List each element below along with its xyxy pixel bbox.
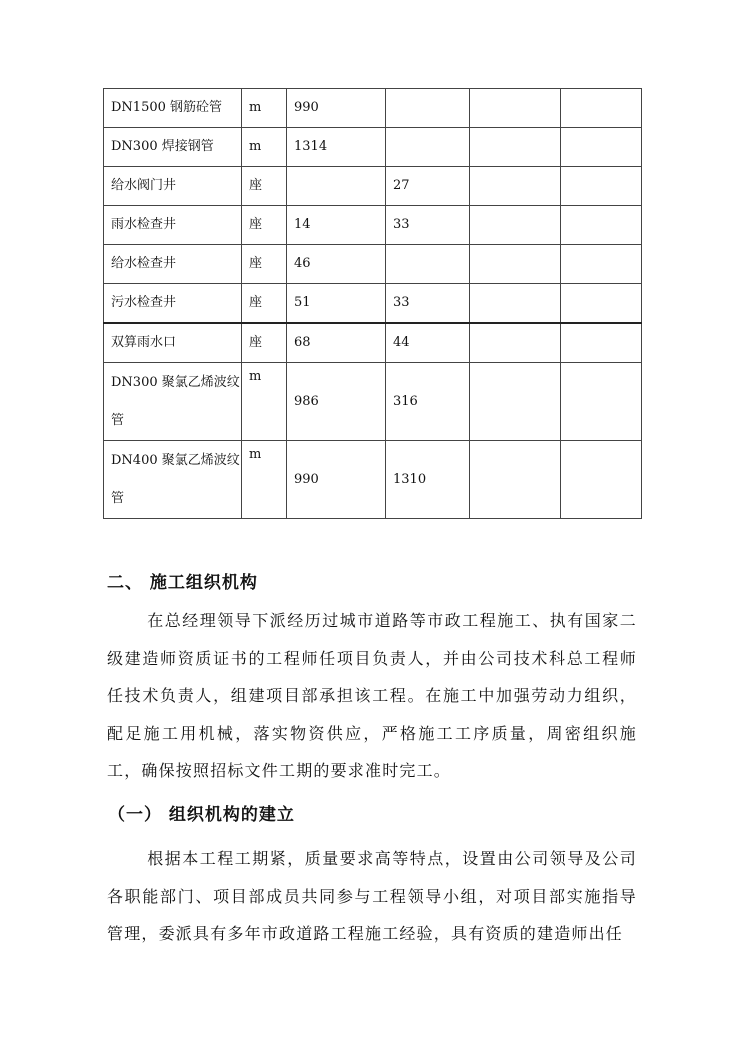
quantity-table <box>103 88 642 519</box>
value-cell <box>287 167 386 206</box>
unit-cell: 座 <box>242 323 287 363</box>
value-cell: 986 <box>287 363 386 441</box>
section-paragraph-text: 在总经理领导下派经历过城市道路等市政工程施工、执有国家二级建造师资质证书的工程师任项目负责人，并由公司技术科总工程师任技术负责人，组建项目部承担该工程。在施工中加强劳动力组织，配足施工用机械，落实物资供应，严格施工工序质量，周密组织施工，确保按照招标文件工期的要求准时完工。 <box>107 611 637 780</box>
value-cell <box>561 245 642 284</box>
value-cell <box>386 128 470 167</box>
table-row <box>104 206 642 245</box>
table-row <box>104 89 642 128</box>
unit-cell: m <box>242 89 287 128</box>
value-cell <box>561 128 642 167</box>
item-name-cell: DN300 焊接钢管 <box>104 128 242 167</box>
value-cell <box>386 89 470 128</box>
value-cell <box>561 206 642 245</box>
table-row <box>104 245 642 284</box>
value-cell: 44 <box>386 323 470 363</box>
value-cell: 46 <box>287 245 386 284</box>
item-name-cell: DN300 聚氯乙烯波纹管 <box>104 363 242 441</box>
unit-cell: 座 <box>242 284 287 324</box>
item-name-cell: 给水阀门井 <box>104 167 242 206</box>
value-cell: 33 <box>386 206 470 245</box>
item-name-cell: 双算雨水口 <box>104 323 242 363</box>
value-cell: 27 <box>386 167 470 206</box>
table-row <box>104 363 642 441</box>
value-cell <box>386 245 470 284</box>
value-cell <box>561 89 642 128</box>
value-cell: 68 <box>287 323 386 363</box>
value-cell <box>470 323 561 363</box>
unit-cell: 座 <box>242 206 287 245</box>
table-row <box>104 128 642 167</box>
value-cell <box>561 441 642 519</box>
value-cell: 316 <box>386 363 470 441</box>
table-row <box>104 167 642 206</box>
value-cell <box>561 284 642 324</box>
value-cell: 990 <box>287 89 386 128</box>
value-cell <box>470 245 561 284</box>
item-name-cell: 给水检查井 <box>104 245 242 284</box>
item-name-cell: DN400 聚氯乙烯波纹管 <box>104 441 242 519</box>
item-name-cell: 雨水检查井 <box>104 206 242 245</box>
section-paragraph <box>107 602 637 790</box>
unit-cell: 座 <box>242 167 287 206</box>
item-name-cell: DN1500 钢筋砼管 <box>104 89 242 128</box>
table-row <box>104 284 642 324</box>
subsection-heading: （一） 组织机构的建立 <box>108 805 295 825</box>
unit-cell: 座 <box>242 245 287 284</box>
subsection-paragraph <box>107 840 637 953</box>
value-cell: 33 <box>386 284 470 324</box>
table-row <box>104 441 642 519</box>
value-cell <box>470 89 561 128</box>
value-cell: 1314 <box>287 128 386 167</box>
value-cell <box>470 206 561 245</box>
unit-cell: m <box>242 363 287 441</box>
value-cell <box>470 284 561 324</box>
value-cell: 990 <box>287 441 386 519</box>
value-cell: 1310 <box>386 441 470 519</box>
value-cell: 14 <box>287 206 386 245</box>
value-cell: 51 <box>287 284 386 324</box>
item-name-cell: 污水检查井 <box>104 284 242 324</box>
section-heading: 二、 施工组织机构 <box>107 573 258 593</box>
value-cell <box>561 167 642 206</box>
value-cell <box>470 167 561 206</box>
value-cell <box>470 441 561 519</box>
value-cell <box>561 323 642 363</box>
unit-cell: m <box>242 441 287 519</box>
value-cell <box>470 363 561 441</box>
value-cell <box>561 363 642 441</box>
value-cell <box>470 128 561 167</box>
unit-cell: m <box>242 128 287 167</box>
subsection-paragraph-text: 根据本工程工期紧，质量要求高等特点，设置由公司领导及公司各职能部门、项目部成员共同参与工程领导小组，对项目部实施指导管理，委派具有多年市政道路工程施工经验，具有资质的建造师出任 <box>107 849 637 943</box>
table-row <box>104 323 642 363</box>
